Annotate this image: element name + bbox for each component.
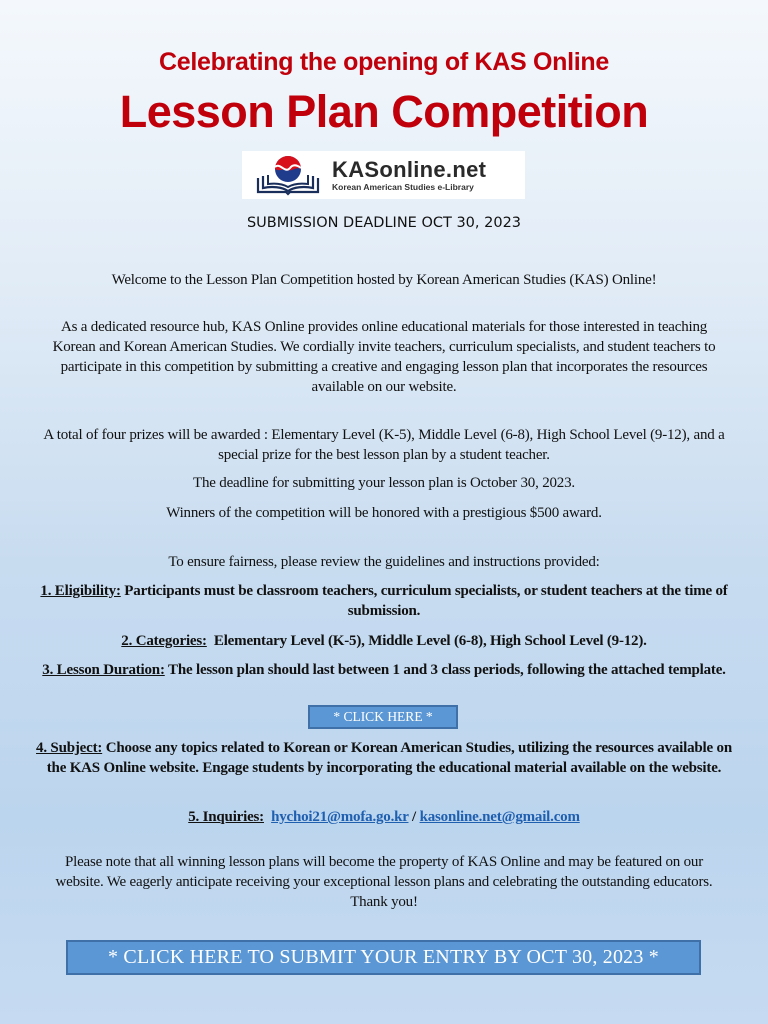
page-title: Lesson Plan Competition <box>119 86 649 137</box>
submit-entry-button[interactable]: * CLICK HERE TO SUBMIT YOUR ENTRY BY OCT 30, 2023 * <box>66 940 701 975</box>
guideline-duration <box>30 660 738 680</box>
book-taegeuk-icon <box>252 154 324 196</box>
guideline-text: Elementary Level (K-5), Middle Level (6-8), High School Level (9-12). <box>206 633 647 649</box>
welcome-text: Welcome to the Lesson Plan Competition hosted by Korean American Studies (KAS) Online! <box>111 272 657 288</box>
logo-name: KASonline.net <box>332 156 487 182</box>
guideline-subject <box>30 738 738 778</box>
guideline-label: 2. Categories: <box>121 633 207 649</box>
email-separator: / <box>408 809 420 825</box>
guideline-text: The lesson plan should last between 1 and 3 class periods, following the attached template. <box>164 662 726 678</box>
guidelines-intro: To ensure fairness, please review the guidelines and instructions provided: <box>168 554 600 570</box>
kas-online-logo <box>242 151 525 199</box>
submission-deadline: SUBMISSION DEADLINE OCT 30, 2023 <box>246 215 522 231</box>
guideline-label: 3. Lesson Duration: <box>42 662 165 678</box>
email-link-hychoi[interactable]: hychoi21@mofa.go.kr <box>271 809 409 825</box>
guideline-text: Participants must be classroom teachers, curriculum specialists, or student teachers at the time of submission. <box>120 583 728 619</box>
guideline-text: Choose any topics related to Korean or Korean American Studies, utilizing the resources available on the KAS Online website. Engage students by incorporating the educational material available on the website. <box>46 740 732 776</box>
logo-tagline: Korean American Studies e-Library <box>332 181 474 192</box>
guideline-categories <box>30 631 738 651</box>
guideline-label: 1. Eligibility: <box>40 583 121 599</box>
deadline-text: The deadline for submitting your lesson plan is October 30, 2023. <box>193 475 575 491</box>
guideline-inquiries <box>30 807 738 827</box>
guideline-eligibility <box>30 581 738 621</box>
guideline-label: 4. Subject: <box>36 740 103 756</box>
closing-text: Please note that all winning lesson plans will become the property of KAS Online and may be featured on our website. We eagerly anticipate receiving your exceptional lesson plans and celebrating the outstanding educators. Thank you! <box>55 854 713 910</box>
email-link-kasonline[interactable]: kasonline.net@gmail.com <box>419 809 580 825</box>
prizes-text: A total of four prizes will be awarded : Elementary Level (K-5), Middle Level (6-8), High School Level (9-12), and a special prize for the best lesson plan by a student teacher. <box>43 427 725 463</box>
template-click-here-button[interactable]: * CLICK HERE * <box>308 705 458 729</box>
header-subtitle: Celebrating the opening of KAS Online <box>158 48 610 76</box>
award-text: Winners of the competition will be honored with a prestigious $500 award. <box>166 505 602 521</box>
description-text: As a dedicated resource hub, KAS Online provides online educational materials for those interested in teaching Korean and Korean American Studies. We cordially invite teachers, curriculum specialists, and student teachers to participate in this competition by submitting a creative and engaging lesson plan that incorporates the resources available on our website. <box>52 319 716 395</box>
guideline-label: 5. Inquiries: <box>188 809 264 825</box>
